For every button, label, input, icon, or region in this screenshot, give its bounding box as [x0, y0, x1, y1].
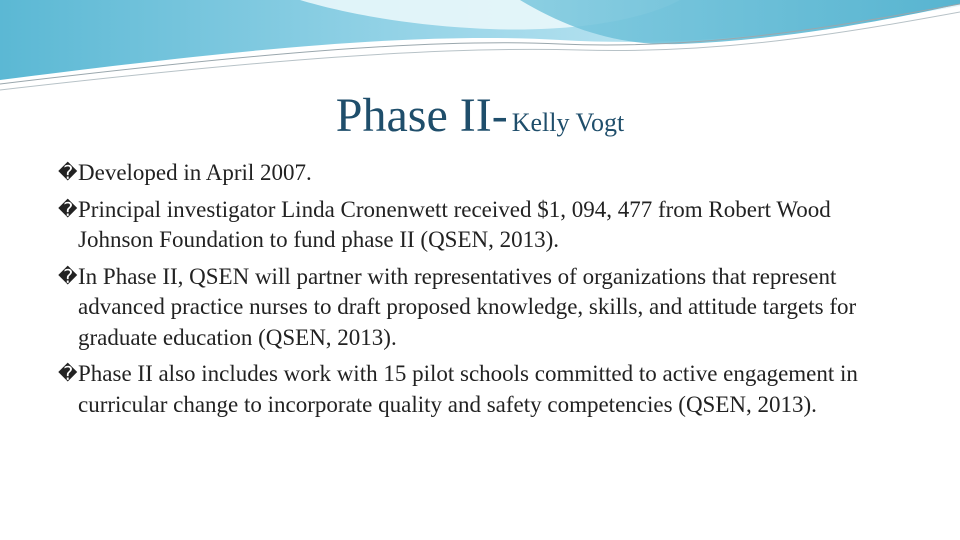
bullet-icon: �: [58, 198, 78, 221]
bullet-list: [58, 158, 888, 426]
bullet-item: [58, 262, 888, 354]
title-author: Kelly Vogt: [511, 108, 625, 137]
bullet-text: Phase II also includes work with 15 pilot schools committed to active engagement in curricular change to incorporate quality and safety competencies (QSEN, 2013).: [78, 361, 858, 417]
bullet-item: [58, 359, 888, 420]
bullet-text: In Phase II, QSEN will partner with representatives of organizations that represent advanced practice nurses to draft proposed knowledge, skills, and attitude targets for graduate education (QSEN, 2013).: [78, 263, 857, 350]
header-wave-decoration: [0, 0, 960, 100]
bullet-text: Principal investigator Linda Cronenwett received $1, 094, 477 from Robert Wood Johnson Foundation to fund phase II (QSEN, 2013).: [78, 196, 831, 252]
title-main: Phase II-: [335, 89, 508, 142]
bullet-item: [58, 158, 888, 189]
bullet-text: Developed in April 2007.: [78, 160, 312, 185]
bullet-icon: �: [58, 162, 78, 184]
bullet-item: [58, 195, 888, 256]
bullet-icon: �: [58, 265, 78, 288]
bullet-icon: �: [58, 363, 78, 385]
slide-title: [0, 88, 960, 143]
